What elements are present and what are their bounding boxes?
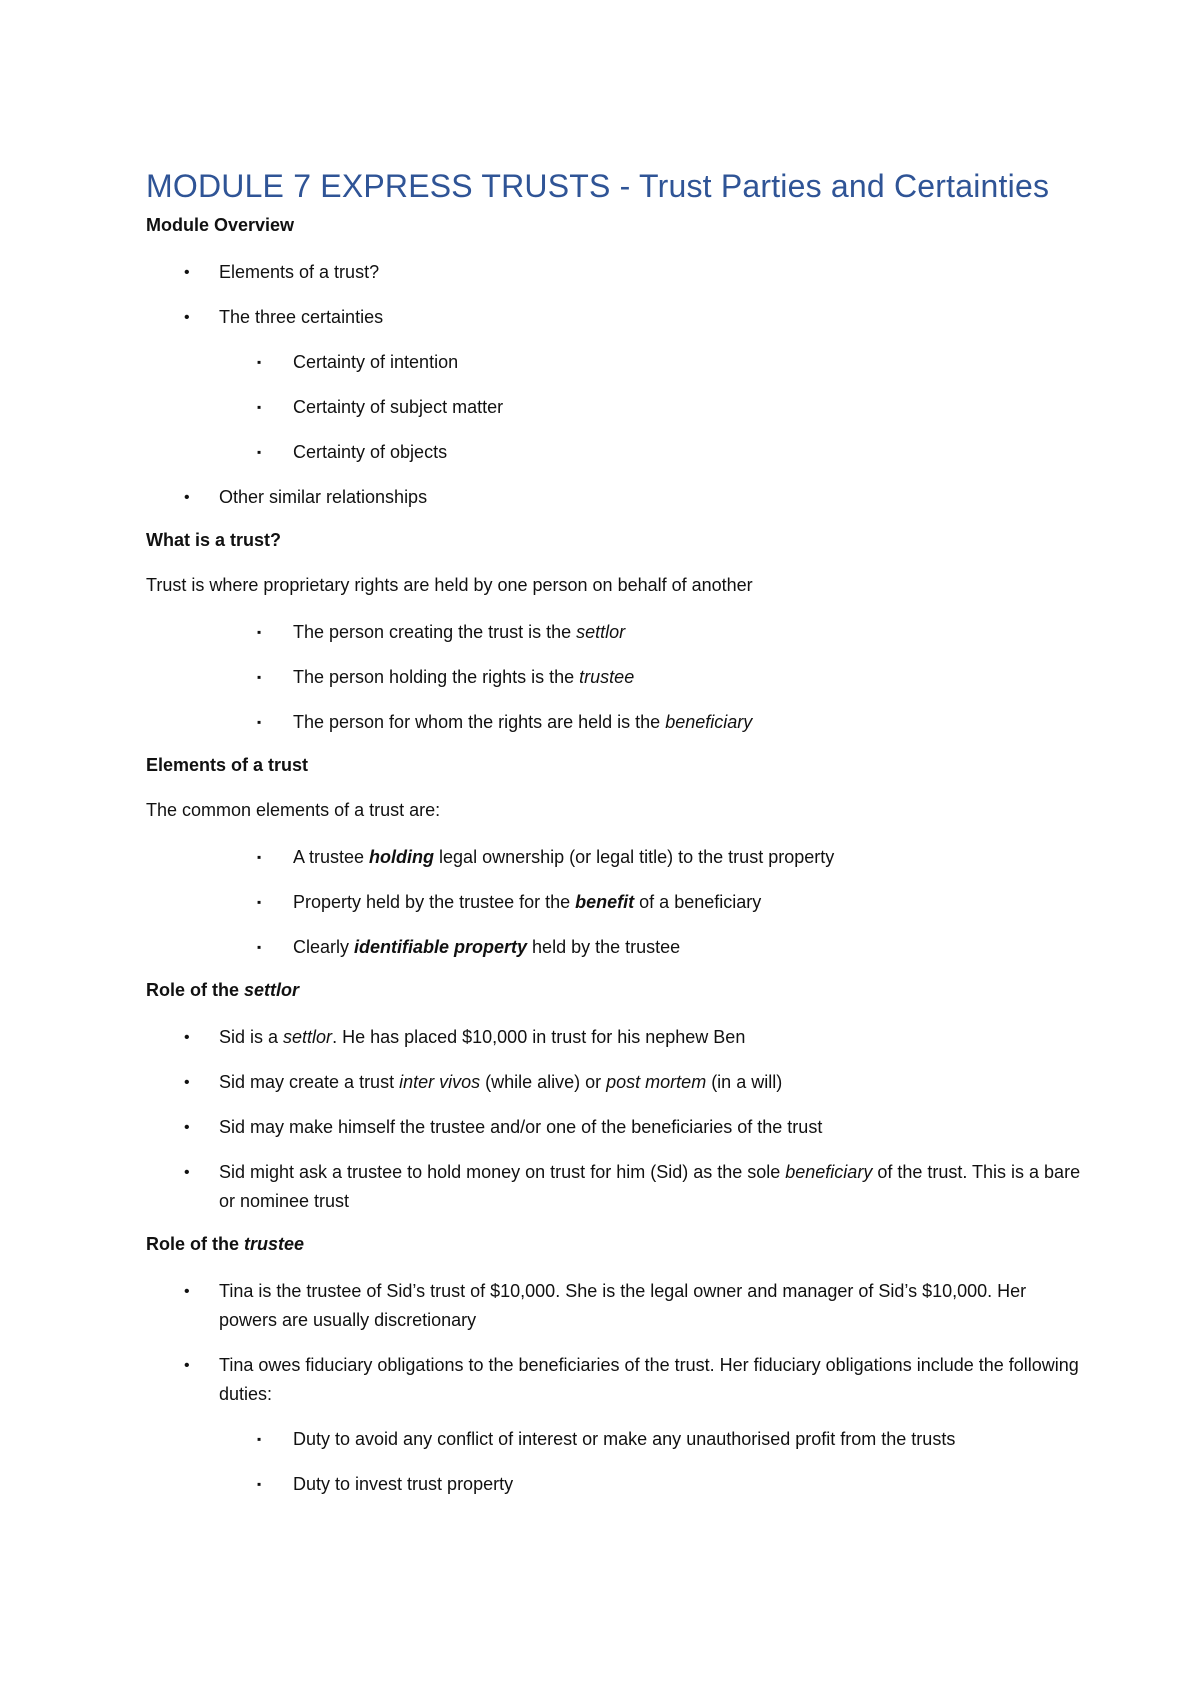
list-item: • Sid is a settlor. He has placed $10,000 in trust for his nephew Ben [146, 1023, 1086, 1052]
square-bullet-icon: ▪ [257, 1432, 262, 1446]
paragraph-common-elements: The common elements of a trust are: [146, 800, 441, 820]
list-item: • Other similar relationships [146, 483, 1086, 512]
list-item: ▪ A trustee holding legal ownership (or legal title) to the trust property [146, 843, 1086, 872]
square-bullet-icon: ▪ [257, 1477, 262, 1491]
heading-role-of-settlor: Role of the settlor [146, 980, 300, 1000]
list-item: ▪ Property held by the trustee for the benefit of a beneficiary [146, 888, 1086, 917]
square-bullet-icon: ▪ [257, 850, 262, 864]
overview-list [146, 258, 1086, 512]
bullet-icon: • [184, 1357, 190, 1374]
list-item: ▪ Certainty of objects [146, 438, 1086, 467]
bullet-icon: • [184, 1029, 190, 1046]
list-item: • Sid might ask a trustee to hold money on trust for him (Sid) as the sole beneficiary of the trust. This is a bare or nominee trust [146, 1158, 1086, 1216]
bullet-icon: • [184, 264, 190, 281]
bullet-icon: • [184, 1164, 190, 1181]
list-item: ▪ Certainty of subject matter [146, 393, 1086, 422]
document-content [146, 166, 1086, 1515]
square-bullet-icon: ▪ [257, 940, 262, 954]
square-bullet-icon: ▪ [257, 895, 262, 909]
bullet-icon: • [184, 1074, 190, 1091]
bullet-icon: • [184, 1119, 190, 1136]
trustee-list [146, 1277, 1086, 1499]
list-item: ▪ Duty to avoid any conflict of interest or make any unauthorised profit from the trusts [146, 1425, 1086, 1454]
heading-elements-of-a-trust: Elements of a trust [146, 755, 309, 775]
paragraph-trust-definition: Trust is where proprietary rights are held by one person on behalf of another [146, 575, 753, 595]
page-title: MODULE 7 EXPRESS TRUSTS - Trust Parties and Certainties [146, 168, 1050, 204]
heading-role-of-trustee: Role of the trustee [146, 1234, 305, 1254]
settlor-list [146, 1023, 1086, 1216]
list-item: ▪ The person creating the trust is the settlor [146, 618, 1086, 647]
list-item: • Tina owes fiduciary obligations to the beneficiaries of the trust. Her fiduciary obligations include the following duties: [146, 1351, 1086, 1409]
list-item: • Sid may make himself the trustee and/or one of the beneficiaries of the trust [146, 1113, 1086, 1142]
list-item: ▪ The person for whom the rights are held is the beneficiary [146, 708, 1086, 737]
list-item: ▪ Clearly identifiable property held by the trustee [146, 933, 1086, 962]
elements-list [146, 843, 1086, 962]
parties-list [146, 618, 1086, 737]
list-item: • Tina is the trustee of Sid’s trust of $10,000. She is the legal owner and manager of Sid’s $10,000. Her powers are usually discretionary [146, 1277, 1086, 1335]
square-bullet-icon: ▪ [257, 715, 262, 729]
bullet-icon: • [184, 489, 190, 506]
list-item: • Sid may create a trust inter vivos (while alive) or post mortem (in a will) [146, 1068, 1086, 1097]
square-bullet-icon: ▪ [257, 355, 262, 369]
square-bullet-icon: ▪ [257, 670, 262, 684]
square-bullet-icon: ▪ [257, 445, 262, 459]
bullet-icon: • [184, 309, 190, 326]
list-item: • Elements of a trust? [146, 258, 1086, 287]
bullet-icon: • [184, 1283, 190, 1300]
heading-module-overview: Module Overview [146, 215, 295, 235]
square-bullet-icon: ▪ [257, 625, 262, 639]
heading-what-is-a-trust: What is a trust? [146, 530, 282, 550]
list-item: ▪ Certainty of intention [146, 348, 1086, 377]
list-item: ▪ Duty to invest trust property [146, 1470, 1086, 1499]
list-item: ▪ The person holding the rights is the trustee [146, 663, 1086, 692]
list-item: • The three certainties [146, 303, 1086, 332]
square-bullet-icon: ▪ [257, 400, 262, 414]
